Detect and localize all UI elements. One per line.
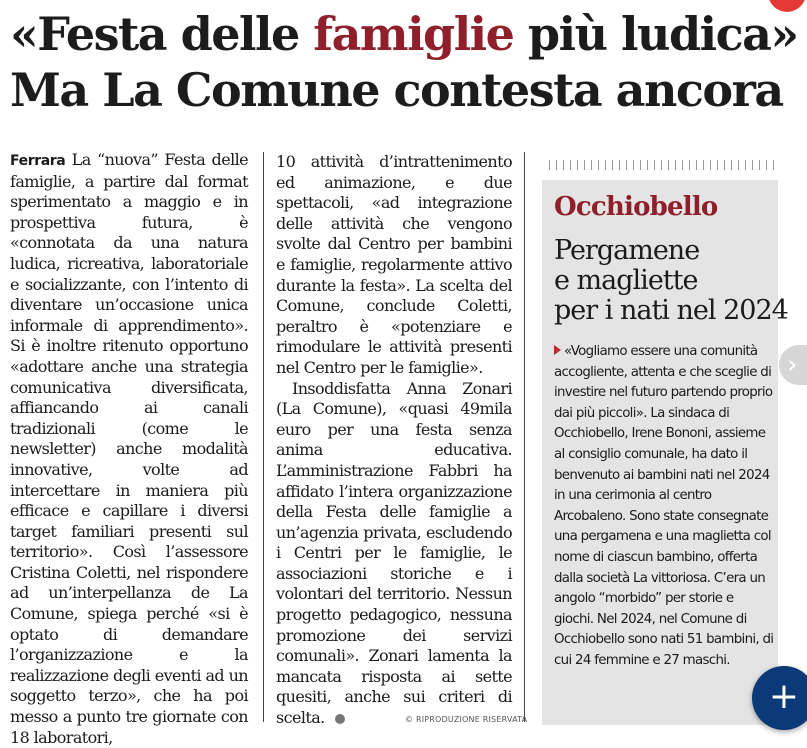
article-paragraph-2: 10 attività d’intrattenimento ed animazione, e due spettacoli, «ad integrazione delle attività che vengono svolte dal Centro per bambini e famiglie, regolarmente attivo durante la festa». La scelta del Comune, conclude Coletti, peraltro è «potenziare e rimodulare le attività presenti nel Centro per le famiglie». [276, 152, 512, 377]
plus-icon: + [768, 676, 800, 717]
article-text: Insoddisfatta Anna Zonari (La Comune), «quasi 49mila euro per una festa senza anima educativa. L’amministrazione Fabbri ha affidato l’intera organizzazione della Festa delle famiglie a un’agenzia privata, escludendo i Centri per le famiglie, le associazioni storiche e i volontari del territorio. Nessun progetto pedagogico, nessuna promozione dei servizi comunali». Zonari lamenta la mancata risposta ai sette quesiti, anche sui criteri di scelta. [276, 378, 512, 728]
sidebar-body [554, 342, 774, 672]
ruler-decoration [549, 160, 774, 170]
article-text: La “nuova” Festa delle famiglie, a partire dal format sperimentato a maggio e in prospettiva futura, è «connotata da una natura ludica, ricreativa, laboratoriale e socializzante, con l’intento di diventare un’occasione unica informale di apprendimento». Si è inoltre ritenuto opportuno «adottare anche una strategia comunicativa diversificata, affiancando ai canali tradizionali (come le newsletter) anche modalità innovative, volte ad intercettare in maniera più efficace e capillare i diversi target familiari presenti sul territorio». Così l’assessore Cristina Coletti, nel rispondere ad un’interpellanza de La Comune, spiega perché «si è optato di demandare l’organizzazione e la realizzazione degli eventi ad un soggetto terzo», che ha poi messo a punto tre giornate con 18 laboratori, [10, 150, 248, 747]
headline-text: «Festa delle [10, 7, 314, 61]
article-paragraph-1 [10, 150, 248, 748]
headline [10, 6, 798, 118]
sidebar-section-label: Occhiobello [554, 192, 718, 222]
article-column-2 [276, 152, 512, 729]
sidebar-box [542, 180, 788, 725]
bullet-triangle-icon [554, 345, 561, 355]
sidebar-paragraph [554, 342, 774, 672]
end-mark-icon [335, 714, 345, 724]
sidebar-title [554, 235, 788, 326]
sidebar-title-line: e magliette [554, 265, 698, 296]
article-column-1 [10, 150, 248, 748]
copyright-credit: © RIPRODUZIONE RISERVATA [405, 715, 528, 724]
headline-line-2: Ma La Comune contesta ancora [10, 63, 783, 117]
headline-text-end: più ludica» [513, 7, 798, 61]
article-paragraph-3 [276, 379, 512, 729]
sidebar-title-line: Pergamene [554, 235, 700, 266]
headline-accent-word: famiglie [313, 7, 514, 61]
sidebar-title-line: per i nati nel 2024 [554, 295, 788, 326]
headline-line-1 [10, 6, 798, 62]
column-divider [263, 152, 264, 722]
column-divider-2 [524, 152, 525, 722]
next-page-button[interactable] [779, 345, 807, 385]
chevron-right-icon: › [787, 350, 798, 380]
dateline: Ferrara [10, 153, 66, 169]
add-button[interactable] [752, 666, 807, 730]
sidebar-text: «Vogliamo essere una comunità accogliente, attenta e che sceglie di investire nel futuro partendo proprio dai più piccoli». La sindaca di Occhiobello, Irene Bononi, assieme al consiglio comunale, ha dato il benvenuto ai bambini nati nel 2024 in una cerimonia al centro Arcobaleno. Sono state consegnate una pergamena e una maglietta col nome di ciascun bambino, offerta dalla società La vittoriosa. C’era un angolo “morbido” per storie e giochi. Nel 2024, nel Comune di Occhiobello sono nati 51 bambini, di cui 24 femmine e 27 maschi. [554, 344, 774, 668]
